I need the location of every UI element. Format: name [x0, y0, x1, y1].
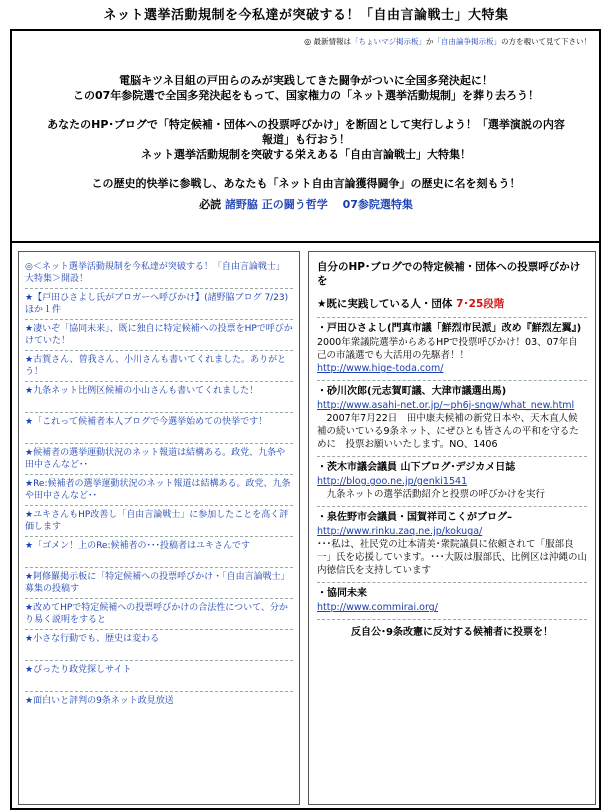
news-list-item[interactable]: ★ユキさんもHP改善し「自由言論戦士」に参加したことを高く評価します — [25, 506, 293, 537]
practitioner-url-link[interactable]: http://www.asahi-net.or.jp/~ph6j-sngw/what_new.html — [317, 400, 575, 411]
notice-prefix: 最新情報は — [313, 37, 351, 46]
practitioner-description: 2000年衆議院選挙からあるHPで投票呼びかけ！03、07年自己の市議選でも大活用の先駆者！！ — [317, 337, 578, 361]
news-list — [19, 252, 299, 722]
page-title: ネット選挙活動規制を今私達が突破する！「自由言論戦士」大特集 — [103, 8, 509, 23]
must-read-label: 必読 — [199, 198, 222, 211]
practitioner-entry — [317, 380, 587, 456]
practitioner-url-link[interactable]: http://blog.goo.ne.jp/genki1541 — [317, 476, 468, 487]
practitioner-url-link[interactable]: http://www.hige-toda.com/ — [317, 363, 444, 374]
subheading-text: ★既に実践している人・団体 — [317, 298, 453, 310]
latest-info-notice — [304, 36, 591, 47]
news-list-item[interactable]: ★ぴったり政党探しサイト — [25, 661, 293, 692]
practitioner-name: ・泉佐野市会議員・国賀祥司こくがブログ– — [317, 512, 512, 523]
notice-mid: か — [426, 37, 434, 46]
news-list-item[interactable]: ★阿修羅掲示板に「特定候補への投票呼びかけ・「自由言論戦士」募集の投稿す — [25, 568, 293, 599]
practitioner-entry — [317, 582, 587, 619]
news-list-item[interactable]: ★凄いぞ「協同未来」、既に独自に特定候補への投票をHPで呼びかけていた！ — [25, 320, 293, 351]
practitioner-entry — [317, 317, 587, 380]
news-list-item[interactable]: ★面白いと評判の9条ネット政見放送 — [25, 696, 174, 706]
main-frame — [10, 29, 601, 810]
news-list-column — [18, 251, 300, 805]
news-list-item[interactable]: ★候補者の選挙運動状況のネット報道は結構ある。政党、九条や田中さんなど･･ — [25, 444, 293, 475]
board-link-jiyuronso[interactable]: 「自由論争掲示板」 — [433, 37, 501, 46]
news-list-item[interactable]: ★改めてHPで特定候補への投票呼びかけの合法性について、分かり易く説明をすると — [25, 599, 293, 630]
practitioner-entries — [317, 317, 587, 619]
practitioners-heading: 自分のHP･ブログでの特定候補・団体への投票呼びかけを — [317, 261, 581, 287]
practitioner-name: ・協同未来 — [317, 588, 367, 599]
practitioner-name: ・砂川次郎(元志賀町議、大津市議選出馬) — [317, 386, 507, 397]
news-list-item[interactable]: ★九条ネット比例区候補の小山さんも書いてくれました！ — [25, 382, 293, 413]
intro-line: ネット選挙活動規制を突破する栄えある「自由言論戦士」大特集！ — [141, 148, 471, 161]
section-divider — [12, 241, 599, 243]
notice-suffix: の方を覗いて見て下さい！ — [501, 37, 591, 46]
practitioner-entry — [317, 506, 587, 582]
practitioner-description: 2007年7月22日 田中康夫候補の新党日本や、天木直人候補の続いている9条ネット、にぜひとも皆さんの平和を守るために 投票お願いいたします。NO、1406 — [317, 413, 579, 450]
must-read-link[interactable]: 諸野脇 正の闘う哲学 07参院選特集 — [224, 198, 413, 211]
news-list-item[interactable]: ★Re:候補者の選挙運動状況のネット報道は結構ある。政党、九条や田中さんなど･･ — [25, 475, 293, 506]
intro-line: この歴史的快挙に参戦し、あなたも「ネット自由言論獲得闘争」の歴史に名を刻もう！ — [91, 177, 521, 190]
board-link-choimaji[interactable]: 「ちょいマジ掲示板」 — [351, 37, 426, 46]
practitioner-name: ・茨木市議会議員 山下ブログ･デジカメ日誌 — [317, 462, 516, 473]
final-appeal: 反自公･9条改憲に反対する候補者に投票を！ — [317, 619, 587, 639]
must-read-line — [18, 197, 594, 212]
news-list-item[interactable]: ★「ゴメン！上のRe:候補者の･･･投稿者はユキさんです — [25, 537, 293, 568]
practitioner-url-link[interactable]: http://www.rinku.zaq.ne.jp/kokuga/ — [317, 526, 483, 537]
practitioners-column — [308, 251, 596, 805]
news-list-item[interactable]: ★古賀さん、曽我さん、小川さんも書いてくれました。ありがとう！ — [25, 351, 293, 382]
subheading-date: 7･25段階 — [456, 298, 505, 310]
notice-marker: ◎ — [304, 37, 312, 46]
news-list-item[interactable]: ◎＜ネット選挙活動規制を今私達が突破する！「自由言論戦士」大特集＞開設！ — [25, 258, 293, 289]
intro-line: 報道」も行おう！ — [262, 133, 350, 146]
practitioner-description: ･･･私は、社民党の辻本清美･衆院議員に依頼されて「服部良一」氏を応援しています。･･･大阪は服部氏、比例区は沖縄の山内徳信氏を支持しています — [317, 539, 587, 576]
practitioner-entry — [317, 456, 587, 506]
intro-line: あなたのHP･ブログで「特定候補・団体への投票呼びかけ」を断固として実行しよう！「選挙演説の内容 — [47, 118, 565, 131]
intro-line: 電脳キツネ目組の戸田らのみが実践してきた闘争がついに全国多発決起に！ — [119, 74, 493, 87]
practitioner-description: 九条ネットの選挙活動紹介と投票の呼びかけを実行 — [317, 489, 546, 500]
practitioner-name: ・戸田ひさよし(門真市議「鮮烈市民派」改め『鮮烈左翼』) — [317, 323, 582, 334]
news-list-item[interactable]: ★「これって候補者本人ブログで今選挙始めての快挙です！ — [25, 413, 293, 444]
news-list-item[interactable]: ★小さな行動でも、歴史は変わる — [25, 630, 293, 661]
practitioner-url-link[interactable]: http://www.commirai.org/ — [317, 602, 438, 613]
news-list-item[interactable]: ★【戸田ひさよし氏がブロガーへ呼びかけ】(諸野脇ブログ 7/23)ほか１件 — [25, 289, 293, 320]
practitioners-subheading — [317, 298, 587, 311]
intro-block — [18, 73, 594, 212]
intro-line: この07年参院選で全国多発決起をもって、国家権力の「ネット選挙活動規制」を葬り去ろう！ — [72, 89, 540, 102]
